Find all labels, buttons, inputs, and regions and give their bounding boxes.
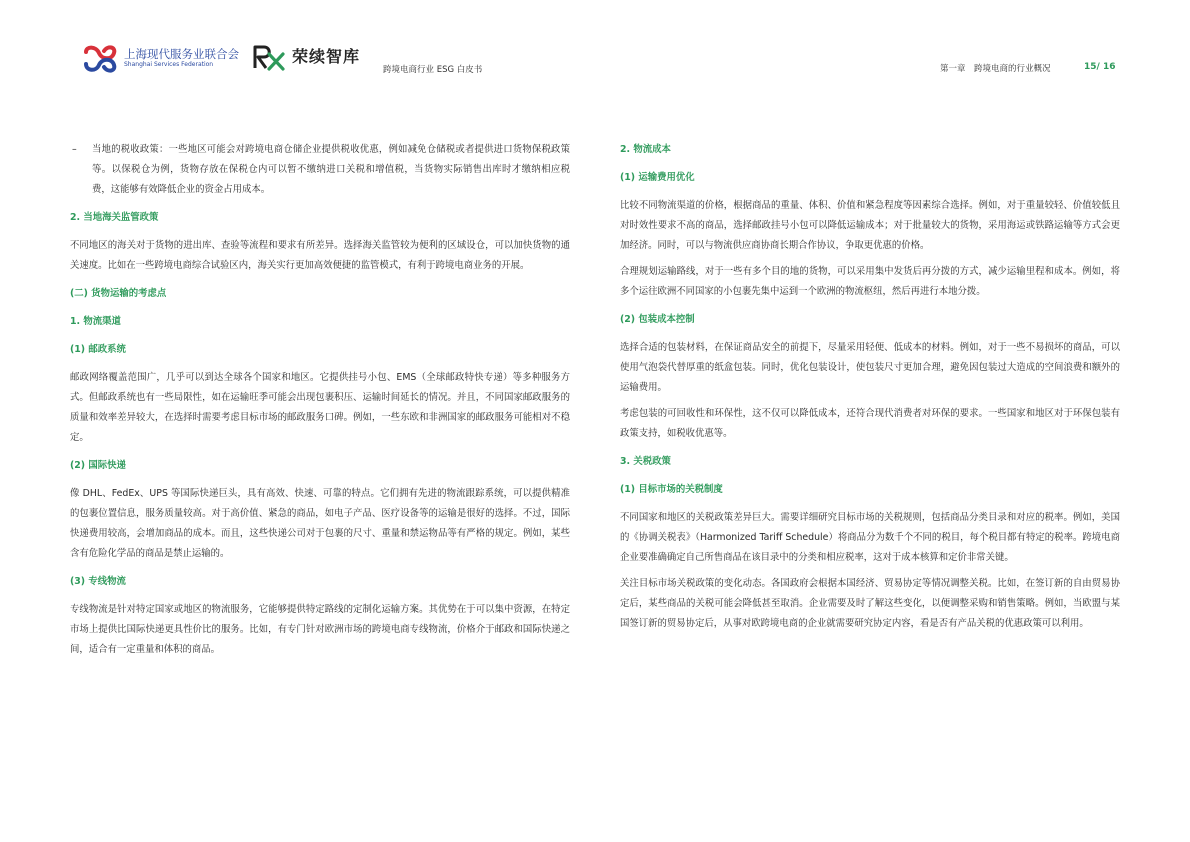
brand-name: 荣续智库 [292,47,361,66]
paragraph-freight-1: 比较不同物流渠道的价格，根据商品的重量、体积、价值和紧急程度等因素综合选择。例如，对于重量较轻、价值较低且对时效性要求不高的商品，选择邮政挂号小包可以降低运输成本；对于批量较大的货物，采用海运或铁路运输等方式会更加经济。同时，可以与物流供应商协商长期合作协议，争取更优惠的价格。 [620,200,1120,251]
federation-logo-icon [82,44,120,74]
federation-name-cn: 上海现代服务业联合会 [124,47,239,61]
right-column [620,140,1120,634]
paragraph-packaging-1: 选择合适的包装材料，在保证商品安全的前提下，尽量采用轻便、低成本的材料。例如，对于一些不易损坏的商品，可以使用气泡袋代替厚重的纸盒包装。同时，优化包装设计，使包装尺寸更加合理，避免因包装过大造成的空间浪费和额外的运输费用。 [620,342,1120,393]
document-title: 跨境电商行业 ESG 白皮书 [383,65,483,75]
heading-freight: (1) 运输费用优化 [620,172,695,183]
list-item [70,140,570,200]
paragraph-customs: 不同地区的海关对于货物的进出库、查验等流程和要求有所差异。选择海关监管较为便利的区域设仓，可以加快货物的通关速度。比如在一些跨境电商综合试验区内，海关实行更加高效便捷的监管模式，有利于跨境电商业务的开展。 [70,240,570,271]
federation-name-en: Shanghai Services Federation [124,61,214,68]
heading-dedicated: (3) 专线物流 [70,576,126,587]
paragraph-packaging-2: 考虑包装的可回收性和环保性，这不仅可以降低成本，还符合现代消费者对环保的要求。一些国家和地区对于环保包装有政策支持，如税收优惠等。 [620,408,1120,439]
heading-cost: 2. 物流成本 [620,144,671,155]
heading-channel: 1. 物流渠道 [70,316,121,327]
brand-logo [252,42,382,72]
chapter-title: 第一章 跨境电商的行业概况 [940,64,1051,74]
paragraph-tariff-1: 不同国家和地区的关税政策差异巨大。需要详细研究目标市场的关税规则，包括商品分类目录和对应的税率。例如，美国的《协调关税表》（Harmonized Tariff Schedule）将商品分为数千个不同的税目，每个税目都有特定的税率。跨境电商企业要准确确定自己所售商品在该目录中的分类和相应税率，这对于成本核算和定价非常关键。 [620,512,1120,563]
paragraph-express: 像 DHL、FedEx、UPS 等国际快递巨头，具有高效、快速、可靠的特点。它们拥有先进的物流跟踪系统，可以提供精准的包裹位置信息，服务质量较高。对于高价值、紧急的商品，如电子产品、医疗设备等的运输是很好的选择。不过，国际快递费用较高，会增加商品的成本。而且，这些快递公司对于包裹的尺寸、重量和禁运物品等有严格的规定。例如，某些含有危险化学品的商品是禁止运输的。 [70,488,570,559]
heading-tariff-system: (1) 目标市场的关税制度 [620,484,723,495]
bullet-dash: – [72,144,77,155]
heading-tariff: 3. 关税政策 [620,456,671,467]
paragraph-postal: 邮政网络覆盖范围广，几乎可以到达全球各个国家和地区。它提供挂号小包、EMS（全球邮政特快专递）等多种服务方式。但邮政系统也有一些局限性，如在运输旺季可能会出现包裹积压、运输时间延长的情况。并且，不同国家邮政服务的质量和效率差异较大，在选择时需要考虑目标市场的邮政服务口碑。例如，一些东欧和非洲国家的邮政服务可能相对不稳定。 [70,372,570,443]
paragraph-tariff-2: 关注目标市场关税政策的变化动态。各国政府会根据本国经济、贸易协定等情况调整关税。比如，在签订新的自由贸易协定后，某些商品的关税可能会降低甚至取消。企业需要及时了解这些变化，以便调整采购和销售策略。例如，当欧盟与某国签订新的贸易协定后，从事对欧跨境电商的企业就需要研究协定内容，看是否有产品关税的优惠政策可以利用。 [620,578,1120,629]
heading-postal: (1) 邮政系统 [70,344,126,355]
page-number: 15/ 16 [1084,62,1116,72]
tax-policy-text: 当地的税收政策：一些地区可能会对跨境电商仓储企业提供税收优惠，例如减免仓储税或者提供进口货物保税政策等。以保税仓为例，货物存放在保税仓内可以暂不缴纳进口关税和增值税，当货物实际销售出库时才缴纳相应税费，这能够有效降低企业的资金占用成本。 [92,144,570,195]
heading-customs: 2. 当地海关监管政策 [70,212,159,223]
heading-transport: (二) 货物运输的考虑点 [70,288,167,299]
page-header [0,0,1190,90]
paragraph-freight-2: 合理规划运输路线，对于一些有多个目的地的货物，可以采用集中发货后再分拨的方式，减少运输里程和成本。例如，将多个运往欧洲不同国家的小包裹先集中运到一个欧洲的物流枢纽，然后再进行本地分拨。 [620,266,1120,297]
rx-logo-icon [252,42,288,72]
heading-express: (2) 国际快递 [70,460,126,471]
left-column [70,140,570,660]
paragraph-dedicated: 专线物流是针对特定国家或地区的物流服务，它能够提供特定路线的定制化运输方案。其优势在于可以集中资源，在特定市场上提供比国际快递更具性价比的服务。比如，有专门针对欧洲市场的跨境电商专线物流，价格介于邮政和国际快递之间，适合有一定重量和体积的商品。 [70,604,570,655]
heading-packaging: (2) 包装成本控制 [620,314,695,325]
federation-logo [82,44,242,74]
